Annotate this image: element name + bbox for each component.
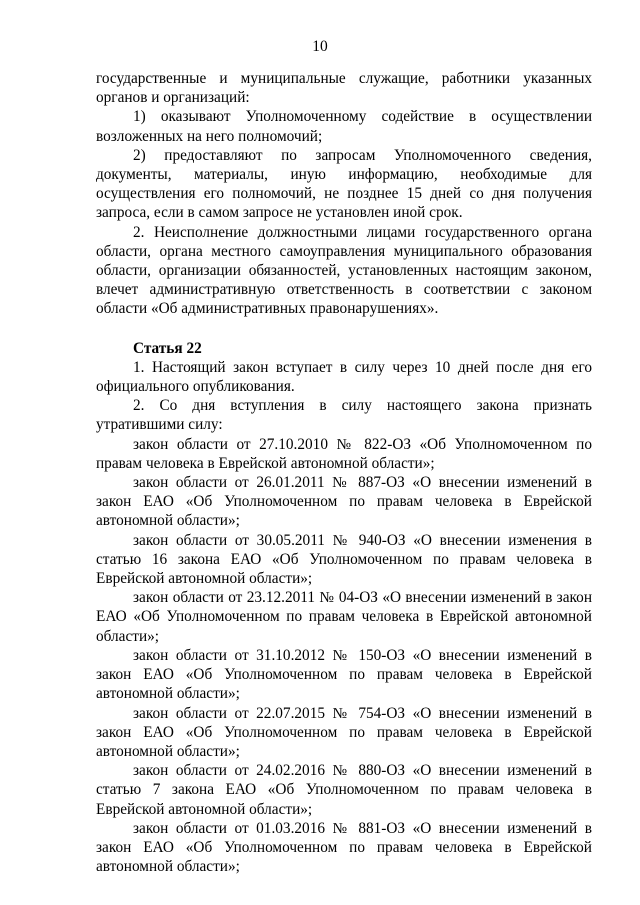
document-body (96, 69, 592, 876)
list-item: 2) предоставляют по запросам Уполномоченного сведения, документы, материалы, иную информацию, необходимые для осуществления его полномочий, не позднее 15 дней со дня получения запроса, если в самом запросе не установлен иной срок. (96, 146, 592, 222)
repealed-law-item: закон области от 31.10.2012 № 150-ОЗ «О внесении изменений в закон ЕАО «Об Уполномоченном по правам человека в Еврейской автономной области»; (96, 646, 592, 703)
repealed-law-item: закон области от 23.12.2011 № 04-ОЗ «О внесении изменений в закон ЕАО «Об Уполномоченном по правам человека в Еврейской автономной области»; (96, 589, 592, 645)
repealed-law-item: закон области от 26.01.2011 № 887-ОЗ «О внесении изменений в закон ЕАО «Об Уполномоченном по правам человека в Еврейской автономной области»; (96, 474, 592, 530)
repealed-law-item: закон области от 27.10.2010 № 822-ОЗ «Об Уполномоченном по правам человека в Еврейской автономной области»; (96, 435, 592, 472)
article-item: 2. Со дня вступления в силу настоящего закона признать утратившими силу: (96, 397, 592, 434)
article-title: Статья 22 (133, 339, 202, 357)
repealed-law-item: закон области от 24.02.2016 № 880-ОЗ «О внесении изменений в статью 7 закона ЕАО «Об Уполномоченном по правам человека в Еврейской автономной области»; (96, 762, 592, 818)
article-item: 1. Настоящий закон вступает в силу через 10 дней после дня его официального опубликования. (96, 358, 592, 396)
repealed-law-item: закон области от 30.05.2011 № 940-ОЗ «О внесении изменения в статью 16 закона ЕАО «Об Уполномоченном по правам человека в Еврейской автономной области»; (96, 531, 592, 588)
paragraph: 2. Неисполнение должностными лицами государственного органа области, органа местного самоуправления муниципального образования области, организации обязанностей, установленных настоящим законом, влечет административную ответственность в соответствии с законом области «Об административных правонарушениях». (96, 223, 592, 318)
repealed-law-item: закон области от 22.07.2015 № 754-ОЗ «О внесении изменений в закон ЕАО «Об Уполномоченном по правам человека в Еврейской автономной области»; (96, 704, 592, 760)
paragraph: государственные и муниципальные служащие, работники указанных органов и организаций: (96, 70, 592, 107)
list-item: 1) оказывают Уполномоченному содействие в осуществлении возложенных на него полномочий; (96, 108, 592, 145)
repealed-law-item: закон области от 01.03.2016 № 881-ОЗ «О внесении изменений в закон ЕАО «Об Уполномоченном по правам человека в Еврейской автономной области»; (96, 819, 592, 876)
page-number: 10 (312, 38, 328, 55)
